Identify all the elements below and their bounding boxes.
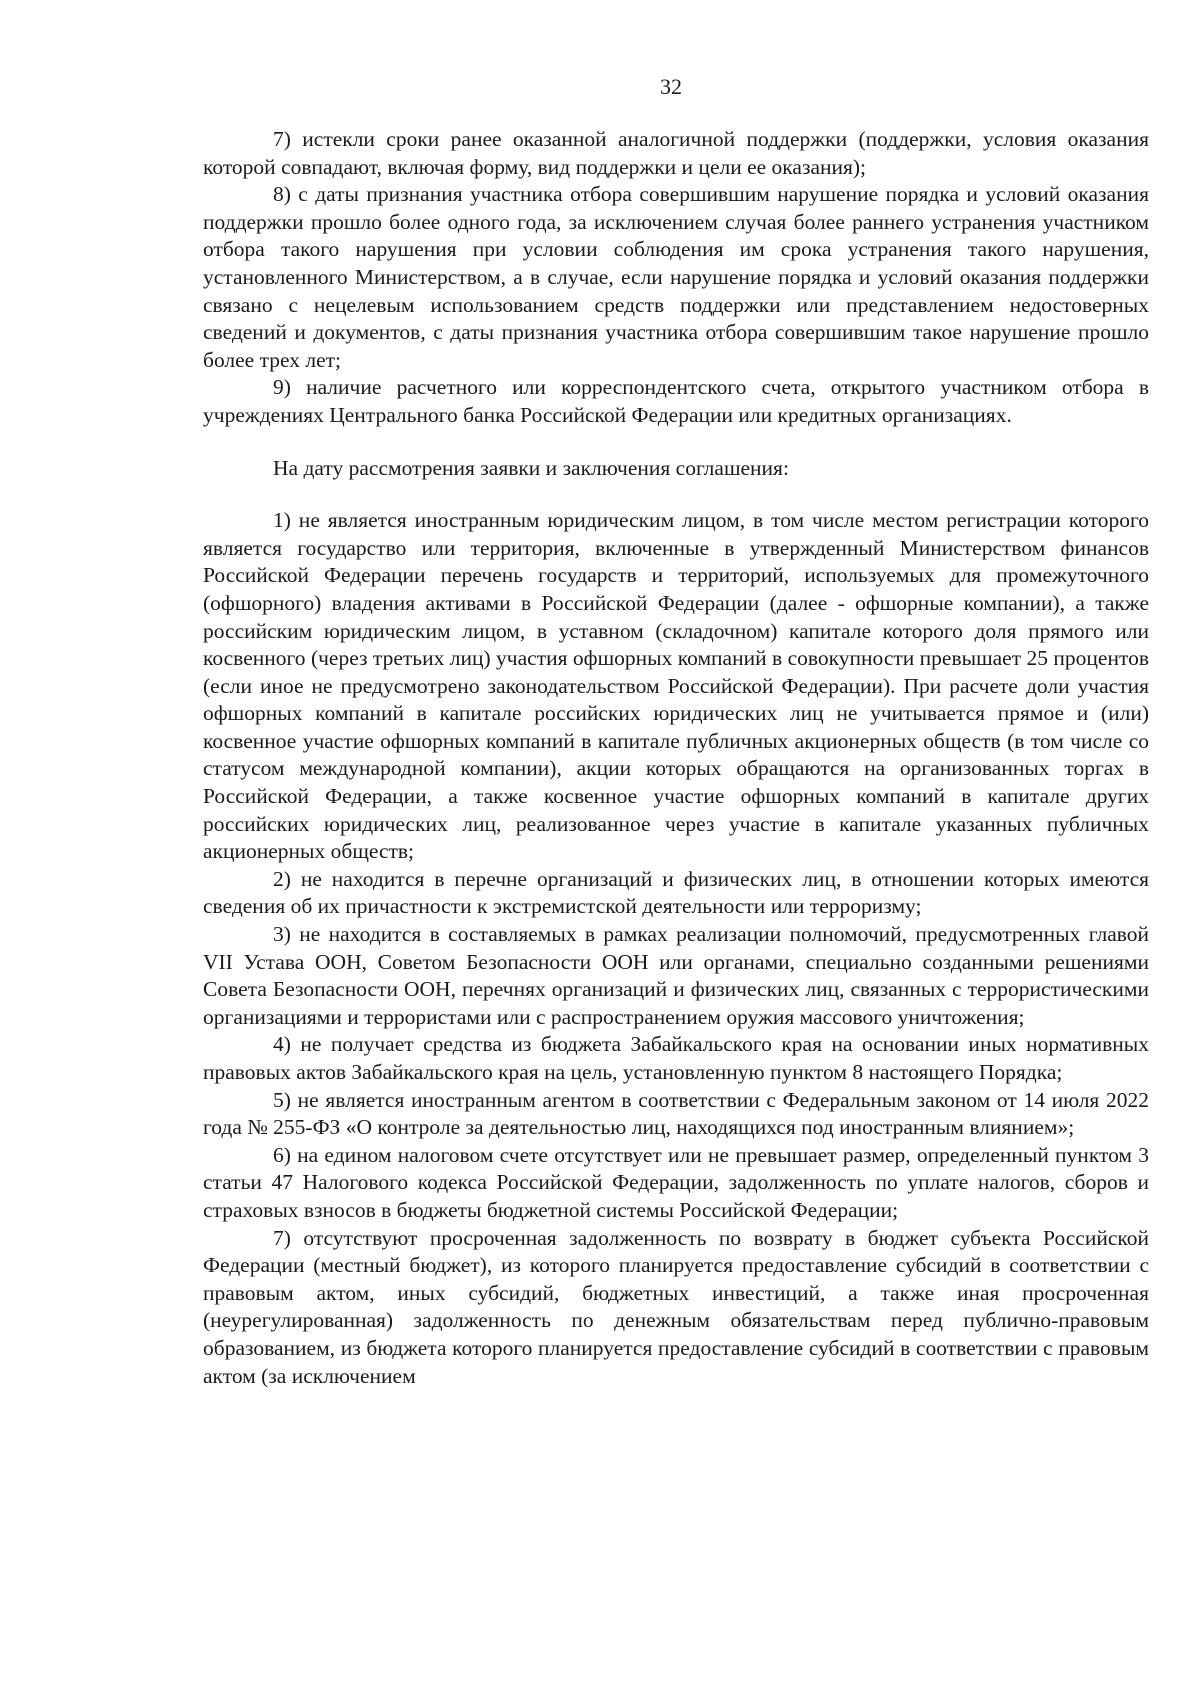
section-heading: На дату рассмотрения заявки и заключения соглашения: xyxy=(273,455,789,480)
paragraph-item-7b: 7) отсутствуют просроченная задолженность по возврату в бюджет субъекта Российской Федерации (местный бюджет), из которого планируется предоставление субсидий в соответствии с правовым актом, иных субсидий, бюджетных инвестиций, а также иная просроченная (неурегулированная) задолженность по денежным обязательствам перед публично-правовым образованием, из бюджета которого планируется предоставление субсидий в соответствии с правовым актом (за исключением xyxy=(203,1225,1149,1388)
paragraph-item-6: 6) на едином налоговом счете отсутствует или не превышает размер, определенный пунктом 3 статьи 47 Налогового кодекса Российской Федерации, задолженность по уплате налогов, сборов и страховых взносов в бюджеты бюджетной системы Российской Федерации; xyxy=(203,1142,1149,1222)
paragraph-item-1: 1) не является иностранным юридическим лицом, в том числе местом регистрации которого является государство или территория, включенные в утвержденный Министерством финансов Российской Федерации перечень государств и территорий, используемых для промежуточного (офшорного) владения активами в Российской Федерации (далее - офшорные компании), а также российским юридическим лицом, в уставном (складочном) капитале которого доля прямого или косвенного (через третьих лиц) участия офшорных компаний в совокупности превышает 25 процентов (если иное не предусмотрено законодательством Российской Федерации). При расчете доли участия офшорных компаний в капитале российских юридических лиц не учитывается прямое и (или) косвенное участие офшорных компаний в капитале публичных акционерных обществ (в том числе со статусом международной компании), акции которых обращаются на организованных торгах в Российской Федерации, а также косвенное участие офшорных компаний в капитале других российских юридических лиц, реализованное через участие в капитале указанных публичных акционерных обществ; xyxy=(203,508,1149,864)
paragraph-item-3: 3) не находится в составляемых в рамках реализации полномочий, предусмотренных главой VII Устава ООН, Советом Безопасности ООН или органами, специально созданными решениями Совета Безопасности ООН, перечнях организаций и физических лиц, связанных с террористическими организациями и террористами или с распространением оружия массового уничтожения; xyxy=(203,922,1149,1029)
paragraph-item-9: 9) наличие расчетного или корреспондентского счета, открытого участником отбора в учреждениях Центрального банка Российской Федерации или кредитных организациях. xyxy=(203,375,1149,427)
paragraph-item-4: 4) не получает средства из бюджета Забайкальского края на основании иных нормативных правовых актов Забайкальского края на цель, установленную пунктом 8 настоящего Порядка; xyxy=(203,1032,1149,1084)
document-body xyxy=(203,126,1149,1390)
paragraph-item-8: 8) с даты признания участника отбора совершившим нарушение порядка и условий оказания поддержки прошло более одного года, за исключением случая более раннего устранения участником отбора такого нарушения при условии соблюдения им срока устранения такого нарушения, установленного Министерством, а в случае, если нарушение порядка и условий оказания поддержки связано с нецелевым использованием средств поддержки или представлением недостоверных сведений и документов, с даты признания участника отбора совершившим такое нарушение прошло более трех лет; xyxy=(203,182,1149,372)
paragraph-item-5: 5) не является иностранным агентом в соответствии с Федеральным законом от 14 июля 2022 года № 255-ФЗ «О контроле за деятельностью лиц, находящихся под иностранным влиянием»; xyxy=(203,1087,1149,1140)
paragraph-item-7: 7) истекли сроки ранее оказанной аналогичной поддержки (поддержки, условия оказания которой совпадают, включая форму, вид поддержки и цели ее оказания); xyxy=(203,127,1149,179)
page-number: 32 xyxy=(660,74,682,99)
paragraph-item-2: 2) не находится в перечне организаций и физических лиц, в отношении которых имеются сведения об их причастности к экстремистской деятельности или терроризму; xyxy=(203,866,1149,919)
